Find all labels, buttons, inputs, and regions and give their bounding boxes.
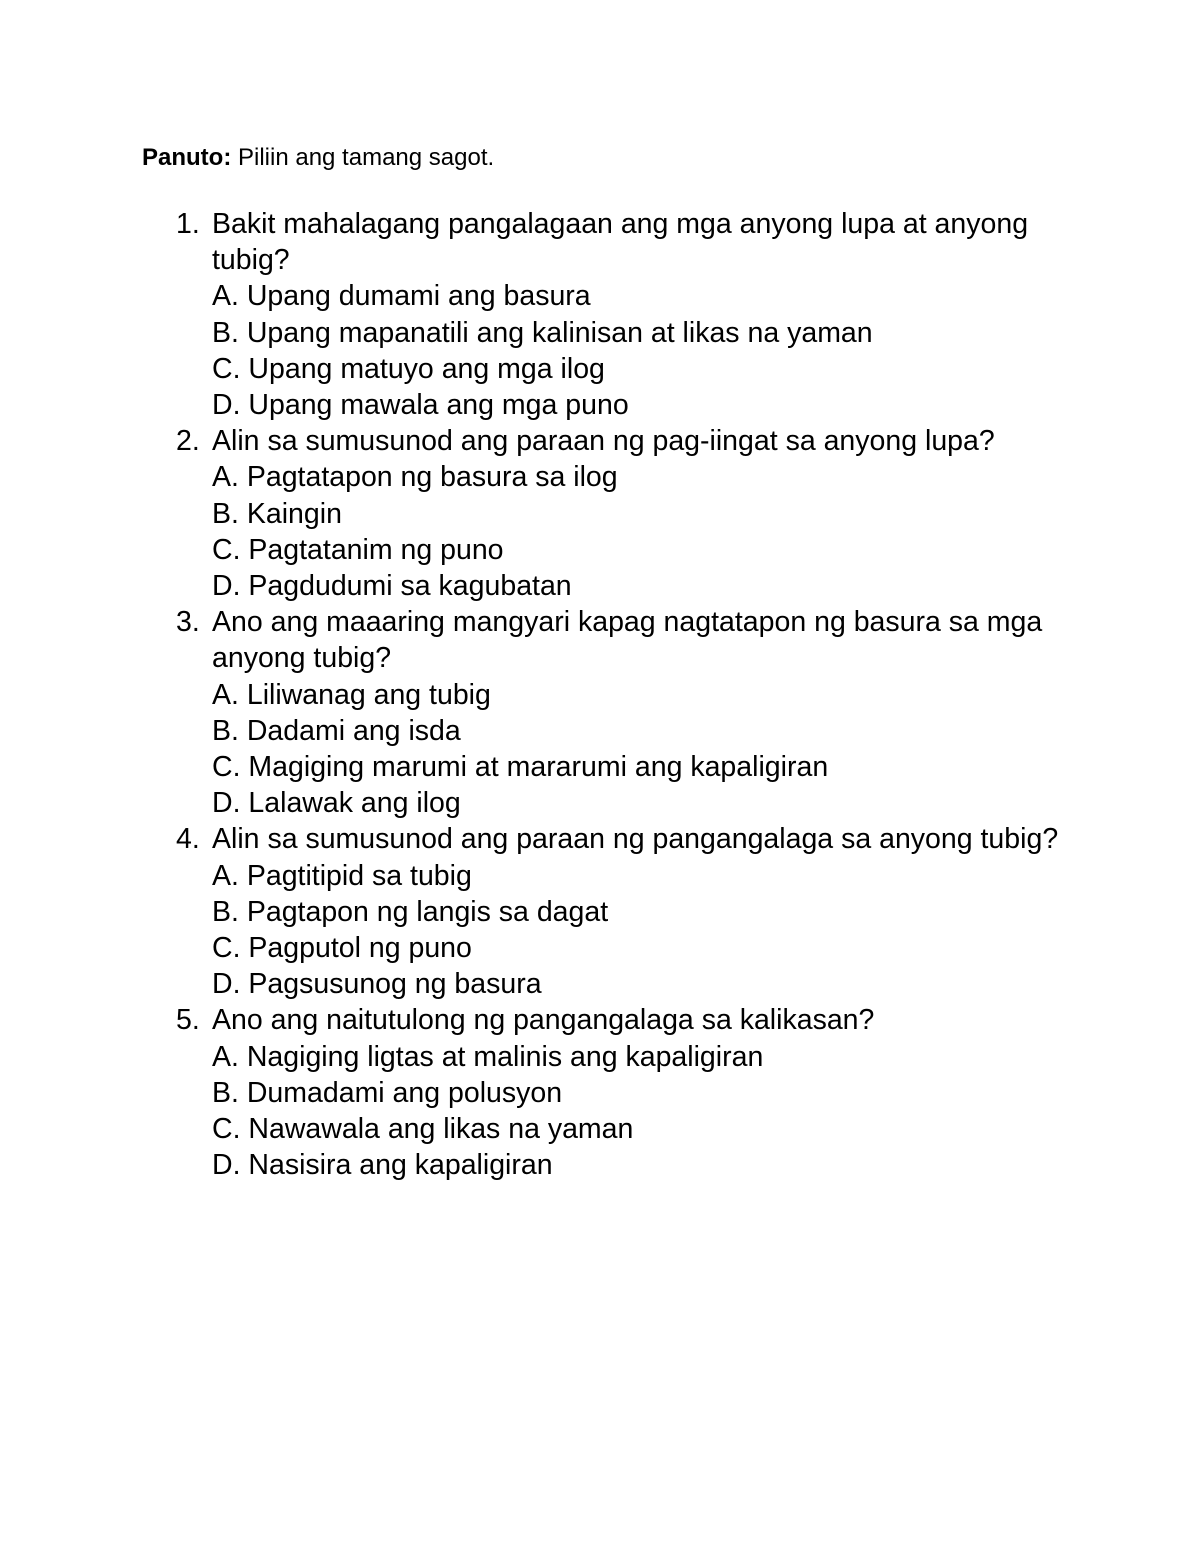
- choice-list: [212, 858, 1102, 1003]
- choice-list: [212, 459, 1102, 604]
- question-1: [142, 206, 1102, 423]
- choice-c: C. Upang matuyo ang mga ilog: [212, 352, 605, 385]
- choice-list: [212, 1039, 1102, 1184]
- choice-c: C. Pagputol ng puno: [212, 932, 472, 965]
- choice-b: B. Dumadami ang polusyon: [212, 1076, 563, 1109]
- choice-d: D. Nasisira ang kapaligiran: [212, 1149, 553, 1182]
- question-3: [142, 604, 1102, 821]
- question-number: 5.: [176, 1004, 200, 1037]
- question-number: 4.: [176, 823, 200, 856]
- choice-b: B. Upang mapanatili ang kalinisan at likas na yaman: [212, 316, 873, 349]
- question-number: 1.: [176, 208, 200, 240]
- choice-a: A. Pagtatapon ng basura sa ilog: [212, 461, 618, 494]
- choice-d: D. Lalawak ang ilog: [212, 787, 461, 820]
- instruction-text: Piliin ang tamang sagot.: [231, 144, 495, 171]
- question-2: [142, 423, 1102, 604]
- question-text: Alin sa sumusunod ang paraan ng pangangalaga sa anyong tubig?: [212, 823, 1059, 856]
- choice-b: B. Pagtapon ng langis sa dagat: [212, 895, 609, 928]
- question-number: 3.: [176, 606, 200, 639]
- choice-b: B. Kaingin: [212, 497, 342, 530]
- choice-a: A. Nagiging ligtas at malinis ang kapaligiran: [212, 1040, 764, 1073]
- choice-c: C. Nawawala ang likas na yaman: [212, 1113, 634, 1146]
- choice-a: A. Upang dumami ang basura: [212, 280, 591, 313]
- choice-a: A. Liliwanag ang tubig: [212, 678, 491, 711]
- choice-c: C. Magiging marumi at mararumi ang kapaligiran: [212, 751, 829, 784]
- choice-d: D. Pagsusunog ng basura: [212, 968, 542, 1001]
- question-text: Bakit mahalagang pangalagaan ang mga anyong lupa at anyong tubig?: [212, 208, 1029, 277]
- question-text: Ano ang naitutulong ng pangangalaga sa kalikasan?: [212, 1004, 875, 1037]
- instruction-label: Panuto:: [142, 144, 232, 171]
- question-list: [142, 206, 1102, 1183]
- question-number: 2.: [176, 425, 200, 458]
- choice-d: D. Pagdudumi sa kagubatan: [212, 570, 572, 603]
- choice-list: [212, 278, 1102, 423]
- question-text: Alin sa sumusunod ang paraan ng pag-iingat sa anyong lupa?: [212, 425, 995, 458]
- instruction-line: [142, 143, 494, 173]
- choice-c: C. Pagtatanim ng puno: [212, 533, 504, 566]
- choice-d: D. Upang mawala ang mga puno: [212, 389, 629, 422]
- choice-a: A. Pagtitipid sa tubig: [212, 859, 472, 892]
- choice-list: [212, 677, 1102, 822]
- question-5: [142, 1002, 1102, 1183]
- question-text: Ano ang maaaring mangyari kapag nagtatapon ng basura sa mga anyong tubig?: [212, 606, 1043, 675]
- choice-b: B. Dadami ang isda: [212, 714, 461, 747]
- question-4: [142, 821, 1102, 1002]
